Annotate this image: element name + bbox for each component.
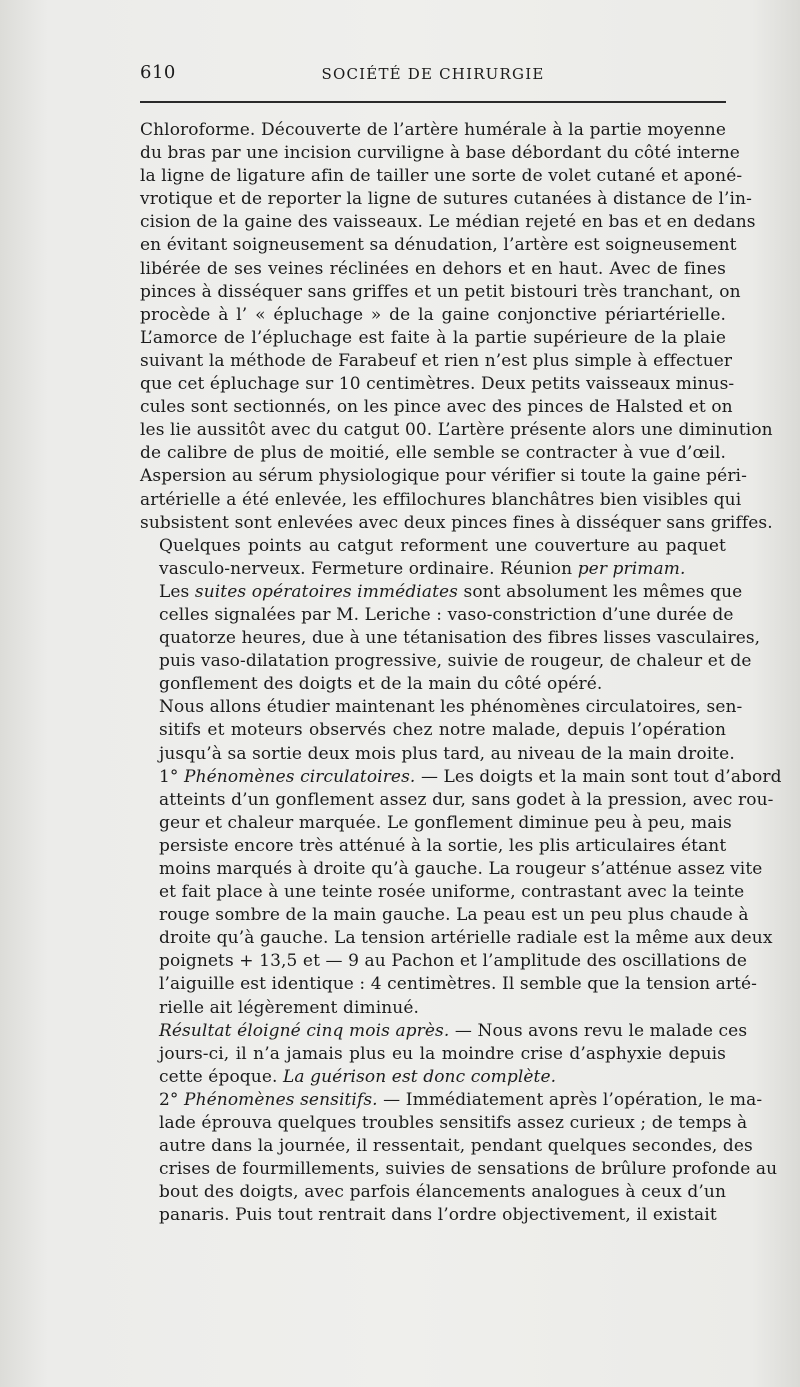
text-line: subsistent sont enlevées avec deux pinces fines à disséquer sans griffes. (140, 512, 773, 533)
body-text (140, 119, 782, 1228)
text-line: atteints d’un gonflement assez dur, sans godet à la pression, avec rou- (159, 789, 774, 810)
text-line: suivant la méthode de Farabeuf et rien n’est plus simple à effectuer (140, 350, 733, 371)
text-line: du bras par une incision curviligne à base débordant du côté interne (140, 143, 740, 164)
text-line: et fait place à une teinte rosée uniforme, contrastant avec la teinte (159, 882, 745, 903)
text-line: de calibre de plus de moitié, elle semble se contracter à vue d’œil. (140, 443, 726, 464)
text-line: lade éprouva quelques troubles sensitifs assez curieux ; de temps à (159, 1113, 748, 1134)
text-line: panaris. Puis tout rentrait dans l’ordre objectivement, il existait (159, 1205, 717, 1226)
text-line: les lie aussitôt avec du catgut 00. L’artère présente alors une diminution (140, 420, 773, 441)
paragraph (140, 1089, 778, 1228)
paragraph (140, 696, 743, 765)
text-line: moins marqués à droite qu’à gauche. La rougeur s’atténue assez vite (159, 859, 763, 879)
text-line: celles signalées par M. Leriche : vaso-constriction d’une durée de (159, 604, 734, 625)
text-line: Résultat éloigné cinq mois après. — Nous avons revu le malade ces (159, 1020, 748, 1041)
paragraph (140, 581, 761, 696)
text-line: libérée de ses veines réclinées en dehors et en haut. Avec de fines (140, 258, 726, 279)
text-line: puis vaso-dilatation progressive, suivie de rougeur, de chaleur et de (159, 651, 752, 672)
text-line: que cet épluchage sur 10 centimètres. Deux petits vaisseaux minus- (140, 374, 735, 395)
text-line: l’aiguille est identique : 4 centimètres. Il semble que la tension arté- (159, 974, 758, 995)
text-line: rielle ait légèrement diminué. (159, 997, 420, 1018)
text-line: cette époque. La guérison est donc complète. (159, 1066, 557, 1087)
text-line: artérielle a été enlevée, les effilochures blanchâtres bien visibles qui (140, 489, 742, 510)
text-line: droite qu’à gauche. La tension artérielle radiale est la même aux deux (159, 928, 773, 949)
text-line: cision de la gaine des vaisseaux. Le médian rejeté en bas et en dedans (140, 212, 756, 233)
paragraph (140, 119, 773, 535)
text-line: 1° Phénomènes circulatoires. — Les doigts et la main sont tout d’abord (159, 766, 782, 787)
header-rule (140, 101, 726, 103)
text-line: geur et chaleur marquée. Le gonflement diminue peu à peu, mais (159, 812, 732, 833)
text-line: Aspersion au sérum physiologique pour vérifier si toute la gaine péri- (140, 466, 747, 487)
text-line: la ligne de ligature afin de tailler une sorte de volet cutané et aponé- (140, 166, 743, 187)
text-line: bout des doigts, avec parfois élancements analogues à ceux d’un (159, 1182, 726, 1203)
text-line: vasculo-nerveux. Fermeture ordinaire. Réunion per primam. (159, 558, 686, 579)
text-line: cules sont sectionnés, on les pince avec des pinces de Halsted et on (140, 397, 733, 418)
text-line: autre dans la journée, il ressentait, pendant quelques secondes, des (159, 1136, 753, 1157)
text-line: vrotique et de reporter la ligne de sutures cutanées à distance de l’in- (140, 189, 752, 210)
text-line: jusqu’à sa sortie deux mois plus tard, au niveau de la main droite. (159, 743, 735, 764)
text-line: Quelques points au catgut reforment une couverture au paquet (159, 535, 726, 556)
paragraph (140, 766, 782, 1020)
text-line: procède à l’ « épluchage » de la gaine conjonctive périartérielle. (140, 304, 726, 325)
page-number: 610 (140, 62, 176, 83)
paragraph (140, 535, 726, 581)
text-line: rouge sombre de la main gauche. La peau est un peu plus chaude à (159, 905, 749, 926)
text-line: pinces à disséquer sans griffes et un petit bistouri très tranchant, on (140, 281, 741, 302)
text-line: jours-ci, il n’a jamais plus eu la moindre crise d’asphyxie depuis (159, 1043, 726, 1064)
text-line: poignets + 13,5 et — 9 au Pachon et l’amplitude des oscillations de (159, 951, 748, 972)
page-header (140, 62, 726, 88)
text-line: Chloroforme. Découverte de l’artère humérale à la partie moyenne (140, 120, 726, 140)
text-line: gonflement des doigts et de la main du côté opéré. (159, 674, 603, 695)
text-line: L’amorce de l’épluchage est faite à la partie supérieure de la plaie (140, 327, 726, 348)
text-line: crises de fourmillements, suivies de sensations de brûlure profonde au (159, 1159, 778, 1180)
text-line: Nous allons étudier maintenant les phénomènes circulatoires, sen- (159, 697, 743, 718)
paragraph (140, 1020, 748, 1089)
text-line: persiste encore très atténué à la sortie, les plis articulaires étant (159, 835, 727, 856)
text-line: quatorze heures, due à une tétanisation des fibres lisses vasculaires, (159, 628, 761, 649)
text-line: sitifs et moteurs observés chez notre malade, depuis l’opération (159, 720, 726, 741)
text-line: Les suites opératoires immédiates sont absolument les mêmes que (159, 581, 743, 602)
running-head: SOCIÉTÉ DE CHIRURGIE (321, 65, 545, 83)
text-line: en évitant soigneusement sa dénudation, l’artère est soigneusement (140, 235, 737, 256)
text-line: 2° Phénomènes sensitifs. — Immédiatement après l’opération, le ma- (159, 1089, 763, 1110)
